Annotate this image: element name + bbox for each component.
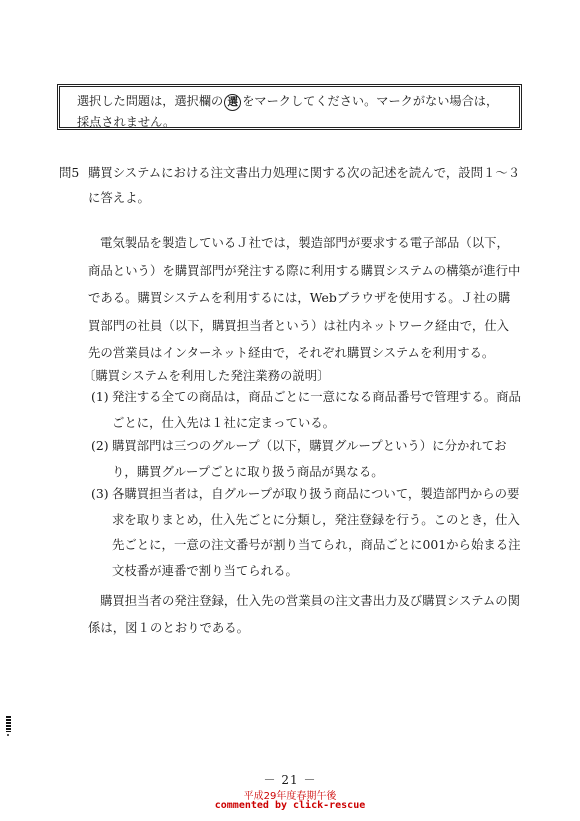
list-item [91,433,521,484]
section-title: 〔購買システムを利用した発注業務の説明〕 [83,368,330,383]
scan-edge-tick [7,734,9,736]
list-item-text: 各購買担当者は，自グループが取り扱う商品について，製造部門からの要求を取りまとめ，仕入先ごとに分類し，発注登録を行う。このとき，仕入先ごとに，一意の注文番号が割り当てられ，商品ごとに001から始まる注文枝番が連番で割り当てられる。 [112,486,521,578]
question-header [59,160,521,210]
list-item-marker: (3) [91,486,109,501]
list-item-marker: (1) [91,389,109,404]
question-prompt: 購買システムにおける注文書出力処理に関する次の記述を読んで，設問１～３に答えよ。 [88,165,521,205]
list-item-text: 購買部門は三つのグループ（以下，購買グループという）に分かれており，購買グループごとに取り扱う商品が異なる。 [112,438,507,479]
page-number: － 21 － [263,773,317,787]
question-number: 問5 [59,165,80,180]
list-item [91,481,521,583]
intro-paragraph: 電気製品を製造しているＪ社では，製造部門が要求する電子部品（以下，商品という）を購買部門が発注する際に利用する購買システムの構築が進行中である。購買システムを利用するには，Webブラウザを使用する。Ｊ社の購買部門の社員（以下，購買担当者という）は社内ネットワーク経由で，仕入先の営業員はインターネット経由で，それぞれ購買システムを利用する。 [88,235,521,360]
exam-label: 平成29年度春期午後 [243,791,337,802]
list-item-marker: (2) [91,438,109,453]
list-item [91,384,521,435]
circled-select-mark: 選 [224,94,241,111]
closing-paragraph: 購買担当者の発注登録，仕入先の営業員の注文書出力及び購買システムの関係は，図１のとおりである。 [88,593,521,635]
comment-credit: commented by click-rescue [214,800,366,811]
list-item-text: 発注する全ての商品は，商品ごとに一意になる商品番号で管理する。商品ごとに，仕入先は１社に定まっている。 [112,389,521,430]
notice-text-after: をマークしてください。マークがない場合は，採点されません。 [77,94,499,129]
scan-edge-mark [6,716,11,732]
selection-notice-box [57,84,522,130]
notice-text-before: 選択した問題は，選択欄の [77,94,224,108]
